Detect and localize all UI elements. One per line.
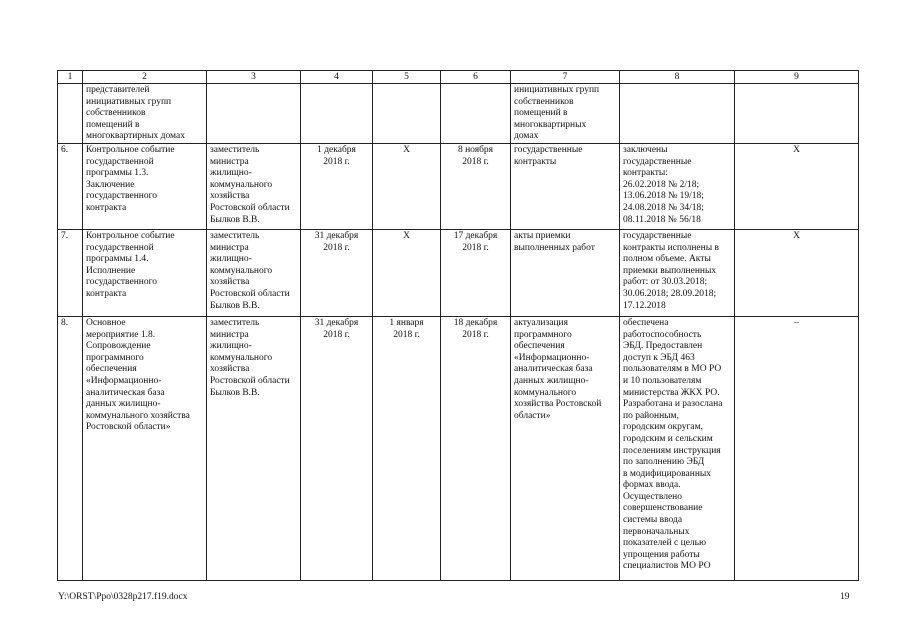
cell-plan-date: 1 декабря 2018 г.: [301, 143, 373, 229]
cell-num: 8.: [58, 316, 83, 580]
table-row: [58, 229, 859, 316]
cell-start-date: X: [373, 229, 441, 316]
cell-end-date: 18 декабря 2018 г.: [441, 316, 511, 580]
cell-result-fact: государственные контракты исполнены в полном объеме. Акты приемки выполненных работ: от 30.03.2018; 30.06.2018; 28.09.2018; 17.12.2018: [620, 229, 735, 316]
column-number: 9: [735, 71, 859, 84]
continuation-row: [58, 84, 859, 144]
cell-plan-date: [301, 84, 373, 144]
cell-num: 6.: [58, 143, 83, 229]
column-number: 3: [207, 71, 301, 84]
cell-result-fact: [620, 84, 735, 144]
cell-plan-date: 31 декабря 2018 г.: [301, 229, 373, 316]
page-number: 19: [840, 592, 850, 602]
cell-result-plan: государственные контракты: [511, 143, 620, 229]
column-number: 1: [58, 71, 83, 84]
cell-responsible: [207, 84, 301, 144]
cell-name: Контрольное событие государственной программы 1.4. Исполнение государственного контракта: [83, 229, 207, 316]
cell-end-date: 17 декабря 2018 г.: [441, 229, 511, 316]
table-row: [58, 143, 859, 229]
cell-responsible: заместитель министра жилищно- коммунального хозяйства Ростовской области Былков В.В.: [207, 229, 301, 316]
cell-end-date: [441, 84, 511, 144]
cell-result-fact: обеспечена работоспособность ЭБД. Предоставлен доступ к ЭБД 463 пользователям в МО РО и 10 пользователям министерства ЖКХ РО. Разработана и разослана по районным, городским округам, городским и сельским поселениям инструкция по заполнению ЭБД в модифицированных формах ввода. Осуществлено совершенствование системы ввода первоначальных показателей с целью упрощения работы специалистов МО РО: [620, 316, 735, 580]
cell-name: представителей инициативных групп собственников помещений в многоквартирных домах: [83, 84, 207, 144]
cell-responsible: заместитель министра жилищно- коммунального хозяйства Ростовской области Былков В.В.: [207, 143, 301, 229]
cell-reason: –: [735, 316, 859, 580]
cell-result-plan: актуализация программного обеспечения «Информационно- аналитическая база данных жилищно- коммунального хозяйства Ростовской области»: [511, 316, 620, 580]
column-number: 8: [620, 71, 735, 84]
column-number-row: [58, 71, 859, 84]
footer-file-path: Y:\ORST\Ppo\0328p217.f19.docx: [58, 592, 188, 602]
column-number: 2: [83, 71, 207, 84]
cell-start-date: 1 января 2018 г.: [373, 316, 441, 580]
column-number: 5: [373, 71, 441, 84]
cell-result-plan: инициативных групп собственников помещений в многоквартирных домах: [511, 84, 620, 144]
column-number: 7: [511, 71, 620, 84]
column-number: 4: [301, 71, 373, 84]
cell-name: Контрольное событие государственной программы 1.3. Заключение государственного контракта: [83, 143, 207, 229]
report-table: [57, 70, 859, 581]
cell-reason: [735, 84, 859, 144]
cell-start-date: X: [373, 143, 441, 229]
table-row: [58, 316, 859, 580]
cell-num: [58, 84, 83, 144]
cell-start-date: [373, 84, 441, 144]
cell-result-plan: акты приемки выполненных работ: [511, 229, 620, 316]
cell-result-fact: заключены государственные контракты: 26.02.2018 № 2/18; 13.06.2018 № 19/18; 24.08.2018 № 34/18; 08.11.2018 № 56/18: [620, 143, 735, 229]
cell-responsible: заместитель министра жилищно- коммунального хозяйства Ростовской области Былков В.В.: [207, 316, 301, 580]
cell-num: 7.: [58, 229, 83, 316]
cell-reason: X: [735, 229, 859, 316]
column-number: 6: [441, 71, 511, 84]
cell-end-date: 8 ноября 2018 г.: [441, 143, 511, 229]
cell-reason: X: [735, 143, 859, 229]
cell-plan-date: 31 декабря 2018 г.: [301, 316, 373, 580]
cell-name: Основное мероприятие 1.8. Сопровождение программного обеспечения «Информационно- аналитическая база данных жилищно- коммунального хозяйства Ростовской области»: [83, 316, 207, 580]
